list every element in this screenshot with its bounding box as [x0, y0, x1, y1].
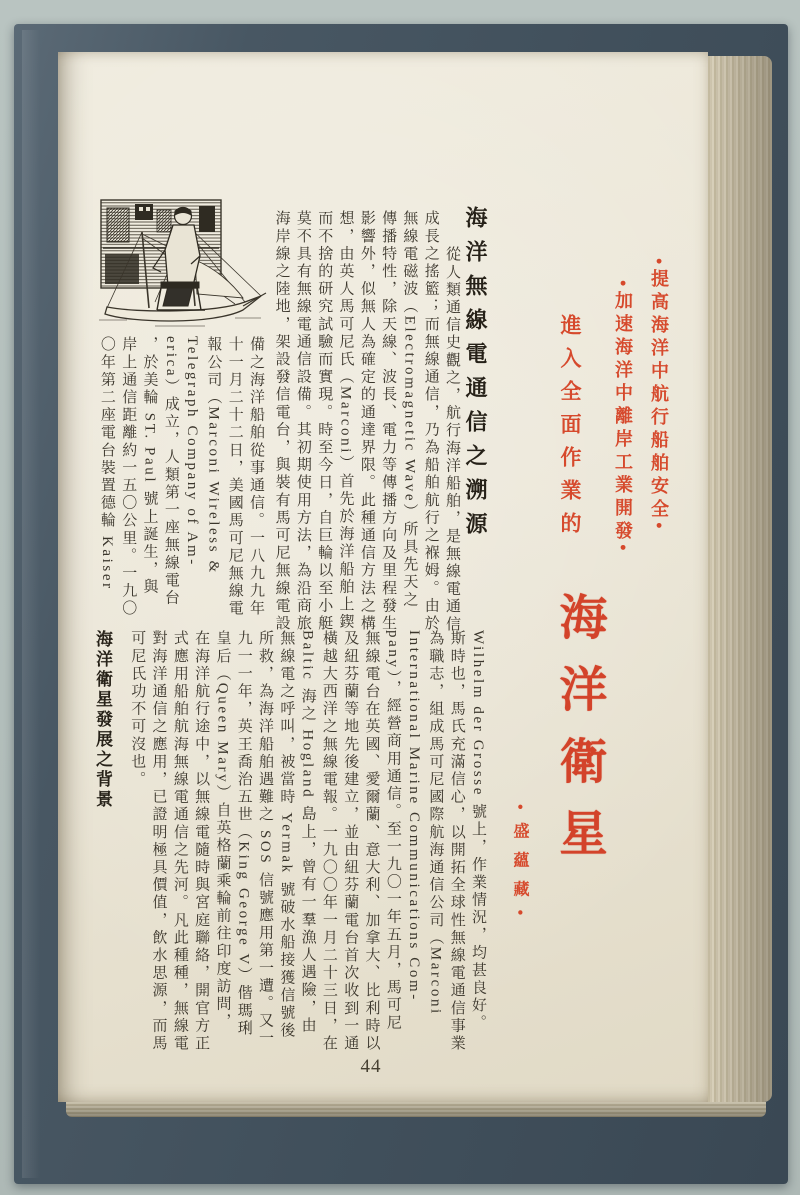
- article2-column: 九一一年，英王喬治五世（King George V）偕瑪琍: [235, 630, 252, 1038]
- section1-heading: 海洋無線電通信之溯源: [463, 206, 488, 546]
- article1-column: 傳播特性，除天線、波長、電力等傳播方向及里程發生: [380, 210, 397, 633]
- article2-column: 對海洋通信之應用，已證明極具價值，飲水思源，而馬: [150, 630, 167, 1053]
- article2-column: 及紐芬蘭等地先後建立，並由紐芬蘭電台首次收到一通: [342, 630, 359, 1053]
- slogan-safety: •提高海洋中航行船舶安全•: [649, 258, 669, 534]
- article1-column: 海岸線之陸地，架設發信電台，與裝有馬可尼無線電設: [273, 210, 290, 633]
- article1-column: 岸上通信距離約一五〇公里。一九〇: [120, 336, 137, 618]
- article2-column: pany），經營商用通信。至一九〇一年五月，馬可尼: [384, 630, 401, 1032]
- article2-column: 斯時也，馬氏充滿信心，以開拓全球性無線電通信事業: [448, 630, 465, 1053]
- article2-column: 可尼氏功不可沒也。: [129, 630, 146, 789]
- article2-column: 為職志，組成馬可尼國際航海通信公司（Marconi: [427, 630, 444, 1016]
- book-page: [58, 52, 708, 1102]
- article2-column: 所救，為海洋船舶遇難之 SOS 信號應用第一遭。又一: [257, 630, 274, 1048]
- article2-column: Baltic 海之 Hogland 島上，曾有一羣漁人遇險，由: [299, 630, 316, 1035]
- article1-column: Telegraph Company of Am-: [184, 336, 201, 567]
- article1-column: 〇年第二座電台裝置德輪 Kaiser: [98, 336, 115, 591]
- article1-column: ，於美輪 ST. Paul 號上誕生，與: [141, 336, 158, 597]
- section2-heading: 海洋衛星發展之背景: [93, 630, 112, 810]
- article2-column: International Marine Communications Com-: [406, 630, 423, 1002]
- article2-column: 無線電台在英國、愛爾蘭、意大利、加拿大、比利時以: [363, 630, 380, 1053]
- page-edge-stack: [706, 56, 772, 1102]
- article2-columns: [126, 630, 488, 1082]
- page-number: 44: [360, 1056, 382, 1077]
- article1-column: 備之海洋船舶從事通信。一八九九年: [248, 336, 264, 618]
- book-spine-highlight: [22, 30, 40, 1178]
- article1-column: erica）成立，人類第一座無線電台: [162, 336, 179, 607]
- article1-column: 影響外，似無人為確定的通達界限。此種通信方法之構: [358, 210, 375, 633]
- page-edge-bottom: [66, 1102, 766, 1117]
- article2-column: 式應用船舶航海無線電通信之先河。凡此種種，無線電: [171, 630, 188, 1053]
- article2-column: 橫越大西洋之無線電報。一九〇〇年一月二十三日，在: [320, 630, 337, 1053]
- article1-column: 成長之搖籃；而無線通信，乃為船舶航行之褓姆。由於: [422, 210, 439, 633]
- marconi-yacht-illustration: [95, 198, 267, 336]
- article1-column: 想，由英人馬可尼氏（Marconi）首先於海洋船舶上鍥: [337, 210, 354, 632]
- article1-column: 無線電磁波（Electromagnetic Wave）所具先天之: [401, 210, 418, 609]
- article1-column: 十一月二十二日，美國馬可尼無線電: [226, 336, 243, 618]
- article1-full-columns: [270, 210, 462, 676]
- slogan-offshore: •加速海洋中離岸工業開發•: [613, 280, 633, 556]
- article1-column: 從人類通信史觀之，航行海洋船舶，是無線電通信: [444, 246, 460, 634]
- author-name: •盛蘊藏•: [511, 804, 528, 929]
- article2-column: 在海洋航行途中，以無線電隨時與宮庭聯絡，開官方正: [193, 630, 210, 1053]
- article1-column: 而不捨的研究試驗而實現。時至今日，自巨輪以至小艇: [316, 210, 333, 633]
- article-title-prefix: 進入全面作業的: [558, 314, 582, 545]
- article1-column: 報公司（Marconi Wireless &: [205, 336, 222, 575]
- article2-column: 皇后（Queen Mary）自英格蘭乘輪前往印度訪問，: [214, 630, 231, 1031]
- article2-column: Wilhelm der Grosse 號上，作業情況，均甚良好。: [470, 630, 486, 1033]
- article-title-main: 海洋衛星: [552, 592, 605, 880]
- article2-column: 無線電之呼叫，被當時 Yermak 號破水船接獲信號後: [278, 630, 295, 1040]
- article1-column: 莫不具有無線電通信設備。其初期使用方法，為沿商旅: [294, 210, 311, 633]
